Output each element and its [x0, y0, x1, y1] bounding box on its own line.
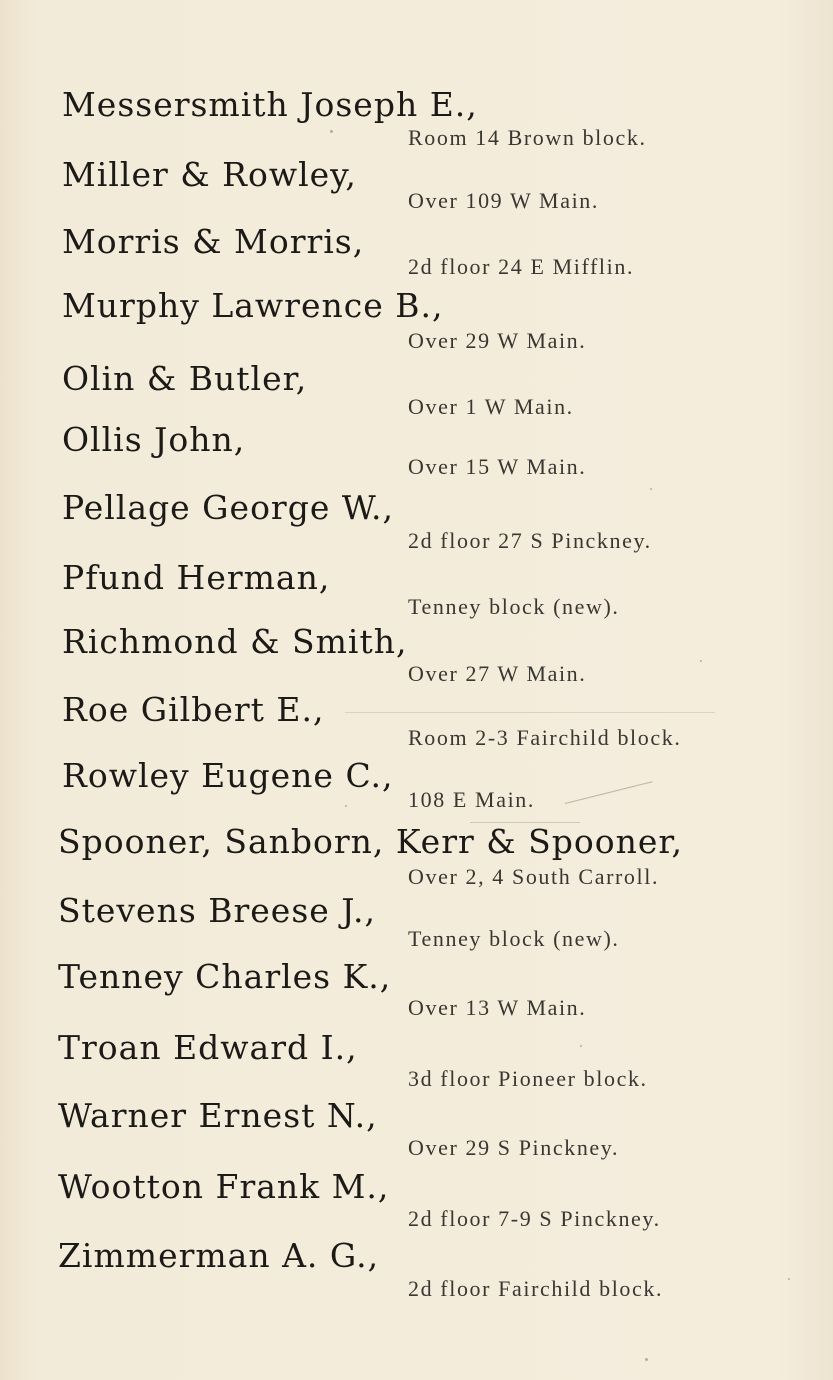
paper-speck: [788, 1278, 790, 1280]
entry-name: Richmond & Smith,: [62, 622, 408, 661]
pencil-mark: [345, 712, 715, 713]
entry-address: Tenney block (new).: [408, 594, 620, 619]
entry-name: Wootton Frank M.,: [58, 1167, 390, 1206]
entry-name: Murphy Lawrence B.,: [62, 286, 444, 325]
entry-address: Over 29 W Main.: [408, 328, 587, 353]
entry-address: Room 2-3 Fairchild block.: [408, 725, 682, 750]
entry-name: Olin & Butler,: [62, 359, 308, 398]
entry-name: Pfund Herman,: [62, 558, 331, 597]
entry-address: 2d floor 27 S Pinckney.: [408, 528, 652, 553]
entry-name: Spooner, Sanborn, Kerr & Spooner,: [58, 822, 684, 861]
paper-speck: [330, 130, 333, 133]
entry-address: Room 14 Brown block.: [408, 125, 647, 150]
paper-speck: [700, 660, 702, 662]
entry-address: Over 2, 4 South Carroll.: [408, 864, 660, 889]
entry-name: Zimmerman A. G.,: [58, 1236, 380, 1275]
pencil-mark: [565, 781, 653, 804]
entry-address: 2d floor 7-9 S Pinckney.: [408, 1206, 661, 1231]
entry-name: Tenney Charles K.,: [58, 957, 392, 996]
entry-address: 3d floor Pioneer block.: [408, 1066, 648, 1091]
entry-address: Over 27 W Main.: [408, 661, 587, 686]
entry-address: Tenney block (new).: [408, 926, 620, 951]
entry-name: Roe Gilbert E.,: [62, 690, 325, 729]
paper-speck: [650, 488, 652, 490]
entry-name: Messersmith Joseph E.,: [62, 85, 478, 124]
entry-address: Over 13 W Main.: [408, 995, 587, 1020]
paper-speck: [580, 1045, 582, 1047]
entry-address: 108 E Main.: [408, 787, 535, 812]
entry-address: Over 109 W Main.: [408, 188, 599, 213]
entry-address: 2d floor 24 E Mifflin.: [408, 254, 635, 279]
entry-address: Over 29 S Pinckney.: [408, 1135, 620, 1160]
entry-address: 2d floor Fairchild block.: [408, 1276, 664, 1301]
entry-name: Rowley Eugene C.,: [62, 756, 394, 795]
entry-name: Miller & Rowley,: [62, 155, 357, 194]
paper-speck: [345, 805, 347, 807]
entry-name: Ollis John,: [62, 420, 246, 459]
pencil-mark: [470, 822, 580, 823]
entry-address: Over 1 W Main.: [408, 394, 574, 419]
entry-name: Troan Edward I.,: [58, 1028, 358, 1067]
entry-name: Morris & Morris,: [62, 222, 365, 261]
paper-speck: [645, 1358, 648, 1361]
entry-name: Stevens Breese J.,: [58, 891, 376, 930]
entry-name: Pellage George W.,: [62, 488, 394, 527]
entry-address: Over 15 W Main.: [408, 454, 587, 479]
entry-name: Warner Ernest N.,: [58, 1096, 378, 1135]
